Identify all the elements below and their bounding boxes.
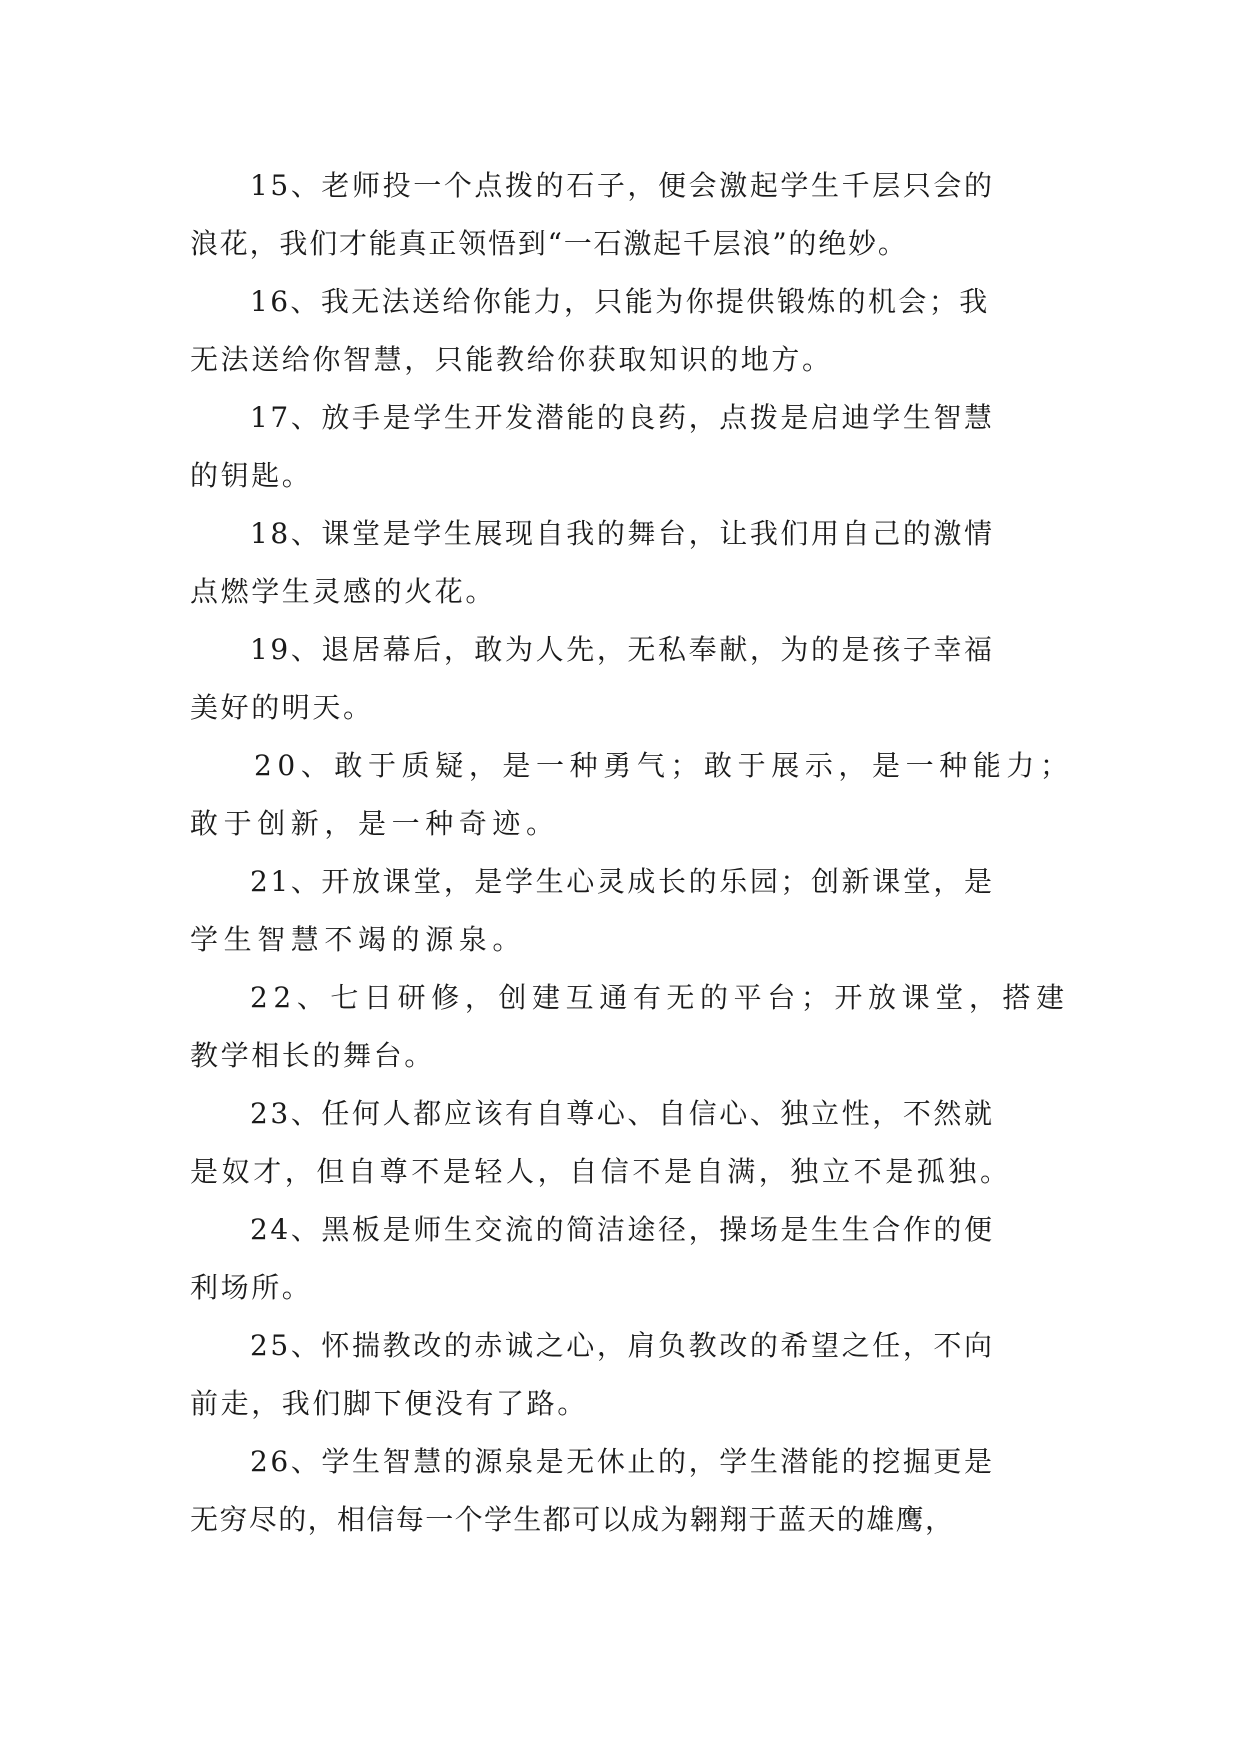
paragraph-19-line-2: 美好的明天。 (190, 691, 374, 724)
paragraph-15-line-2: 浪花，我们才能真正领悟到“一石激起千层浪”的绝妙。 (190, 227, 908, 260)
paragraph-23-line-1: 23、任何人都应该有自尊心、自信心、独立性，不然就 (250, 1097, 995, 1130)
paragraph-17-line-1: 17、放手是学生开发潜能的良药，点拨是启迪学生智慧 (250, 401, 995, 434)
paragraph-19-line-1: 19、退居幕后，敢为人先，无私奉献，为的是孩子幸福 (250, 633, 995, 666)
paragraph-16-line-2: 无法送给你智慧，只能教给你获取知识的地方。 (190, 343, 833, 376)
paragraph-24-line-2: 利场所。 (190, 1271, 313, 1304)
paragraph-22-line-2: 教学相长的舞台。 (190, 1039, 435, 1072)
paragraph-17-line-2: 的钥匙。 (190, 459, 313, 492)
paragraph-25-line-2: 前走，我们脚下便没有了路。 (190, 1387, 588, 1420)
paragraph-16-line-1: 16、我无法送给你能力，只能为你提供锻炼的机会；我 (250, 285, 990, 318)
paragraph-18-line-2: 点燃学生灵感的火花。 (190, 575, 497, 608)
paragraph-26-line-1: 26、学生智慧的源泉是无休止的，学生潜能的挖掘更是 (250, 1445, 995, 1478)
paragraph-23-line-2: 是奴才，但自尊不是轻人，自信不是自满，独立不是孤独。 (190, 1155, 1012, 1188)
paragraph-21-line-2: 学生智慧不竭的源泉。 (190, 923, 527, 956)
paragraph-26-line-2: 无穷尽的，相信每一个学生都可以成为翱翔于蓝天的雄鹰， (190, 1503, 955, 1536)
paragraph-22-line-1: 22、七日研修，创建互通有无的平台；开放课堂，搭建 (250, 981, 1070, 1014)
paragraph-20-line-2: 敢于创新，是一种奇迹。 (190, 807, 560, 840)
paragraph-24-line-1: 24、黑板是师生交流的简洁途径，操场是生生合作的便 (250, 1213, 995, 1246)
paragraph-18-line-1: 18、课堂是学生展现自我的舞台，让我们用自己的激情 (250, 517, 995, 550)
paragraph-15-line-1: 15、老师投一个点拨的石子，便会激起学生千层只会的 (250, 169, 995, 202)
paragraph-21-line-1: 21、开放课堂，是学生心灵成长的乐园；创新课堂，是 (250, 865, 995, 898)
paragraph-20-line-1: 20、敢于质疑，是一种勇气；敢于展示，是一种能力； (254, 749, 1074, 782)
paragraph-25-line-1: 25、怀揣教改的赤诚之心，肩负教改的希望之任，不向 (250, 1329, 995, 1362)
